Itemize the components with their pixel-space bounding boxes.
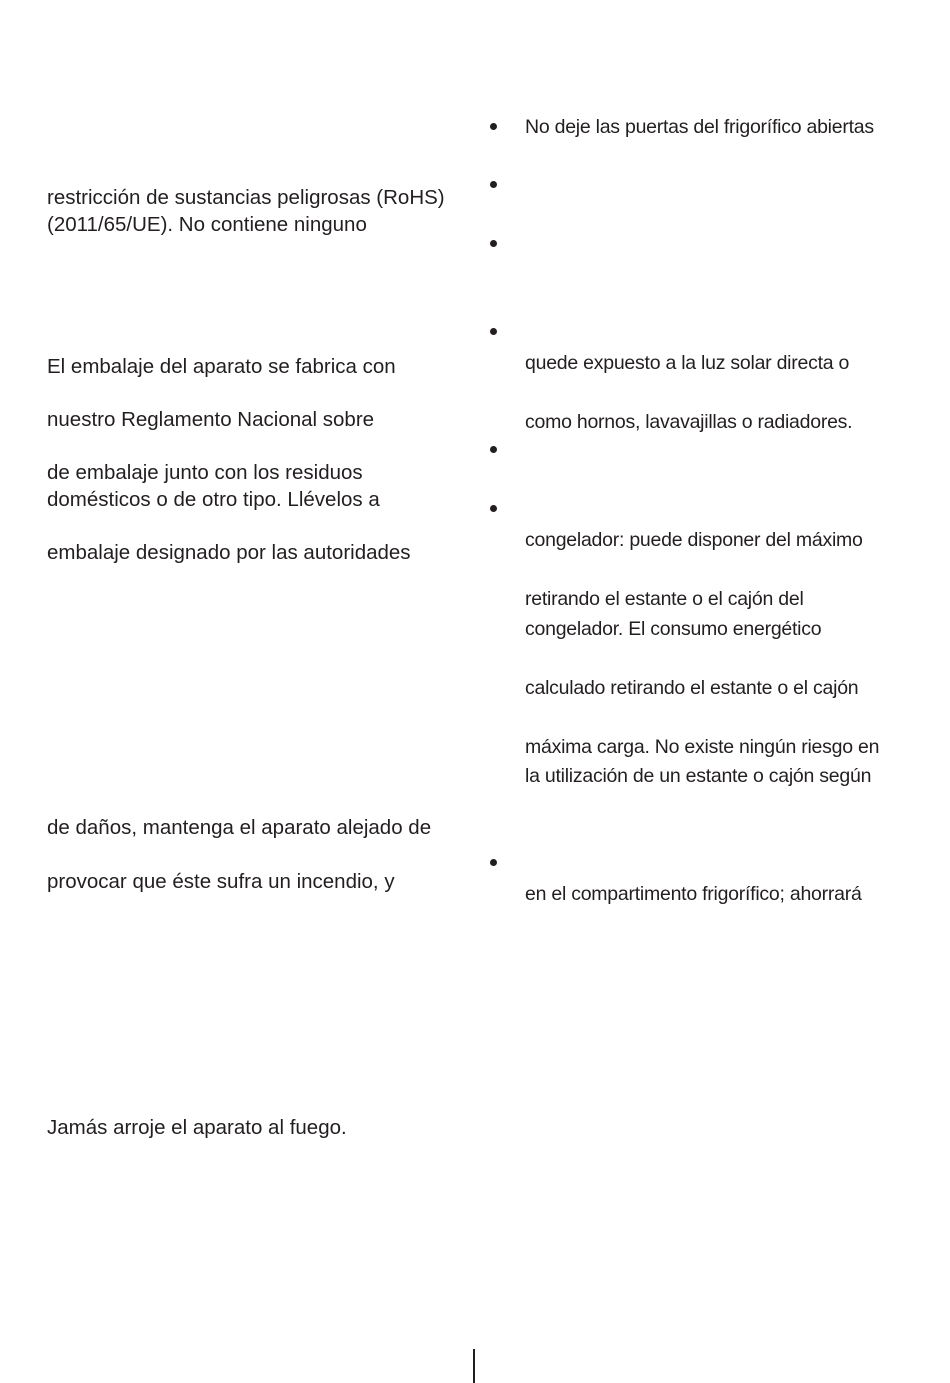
bullet-icon [490,446,499,455]
right-line: No deje las puertas del frigorífico abiertas [525,116,874,138]
left-line: Jamás arroje el aparato al fuego. [47,1116,347,1139]
bullet-icon [490,505,499,514]
left-line: de daños, mantenga el aparato alejado de [47,816,432,839]
bullet-icon [490,859,499,868]
left-line: domésticos o de otro tipo. Llévelos a [47,488,380,511]
bullet-icon [490,181,499,190]
left-line: embalaje designado por las autoridades [47,541,411,564]
left-line: de embalaje junto con los residuos [47,461,363,484]
left-line: provocar que éste sufra un incendio, y [47,870,395,893]
left-line: (2011/65/UE). No contiene ninguno [47,213,367,236]
right-line: congelador: puede disponer del máximo [525,529,863,551]
bullet-icon [490,328,499,337]
right-line: la utilización de un estante o cajón según [525,765,872,787]
left-line: El embalaje del aparato se fabrica con [47,355,396,378]
right-line: como hornos, lavavajillas o radiadores. [525,411,853,433]
right-line: quede expuesto a la luz solar directa o [525,352,850,374]
right-line: retirando el estante o el cajón del [525,588,804,610]
right-line: congelador. El consumo energético [525,618,822,640]
left-line: restricción de sustancias peligrosas (RoHS) [47,186,445,209]
right-line: máxima carga. No existe ningún riesgo en [525,736,880,758]
bullet-icon [490,123,499,132]
bullet-icon [490,240,499,249]
right-line: en el compartimento frigorífico; ahorrará [525,883,862,905]
page-footer-rule [473,1349,475,1383]
left-line: nuestro Reglamento Nacional sobre [47,408,375,431]
right-line: calculado retirando el estante o el cajón [525,677,859,699]
